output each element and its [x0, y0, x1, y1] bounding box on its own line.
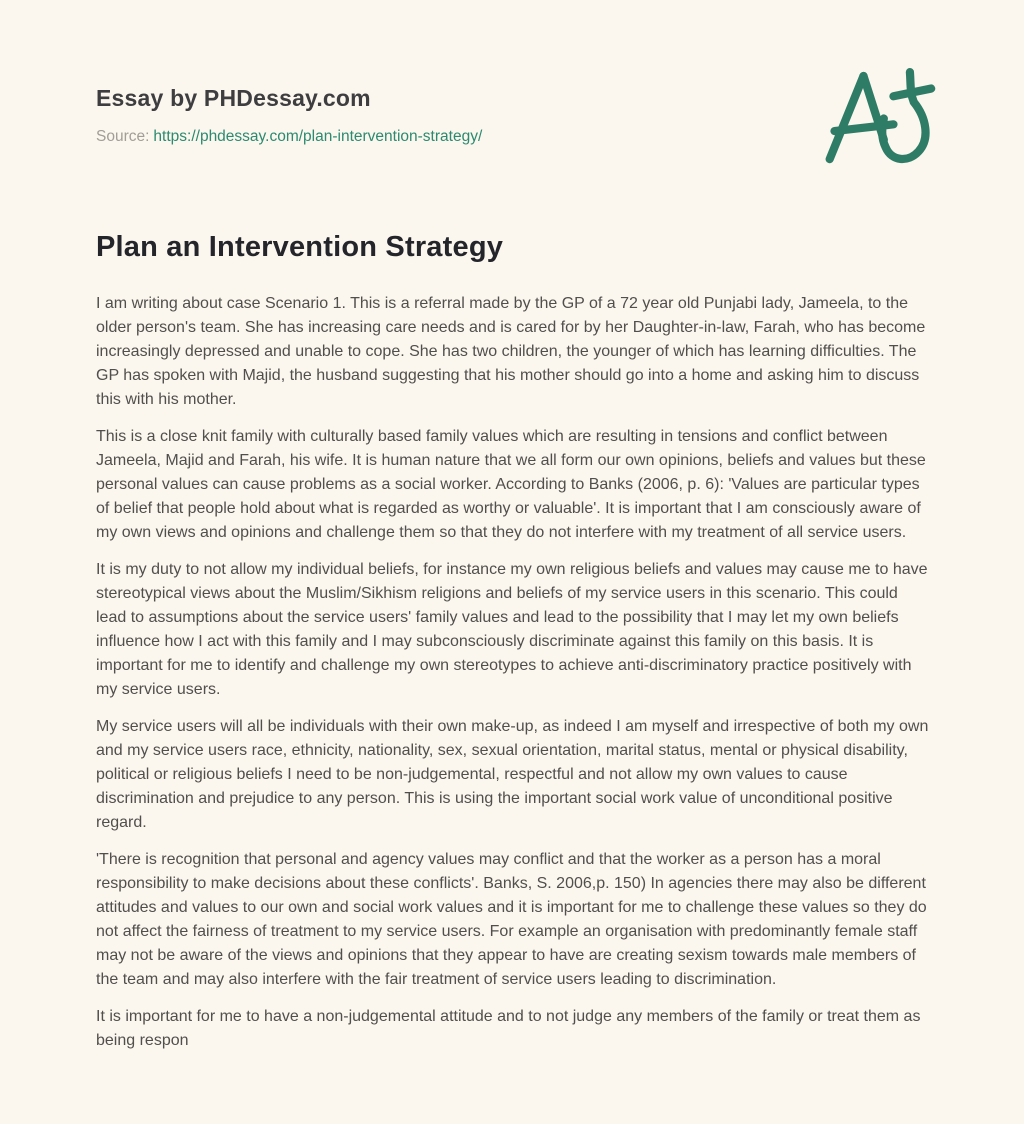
source-line — [96, 128, 930, 147]
site-title: Essay by PHDessay.com — [96, 85, 371, 111]
source-label: Source: — [96, 127, 150, 145]
essay-body — [96, 292, 930, 1053]
essay-content — [96, 231, 930, 1052]
phdessay-logo — [820, 63, 936, 175]
essay-paragraph-5: 'There is recognition that personal and agency values may conflict and that the worker as a person has a moral responsibility to make decisions about these conflicts'. Banks, S. 2006,p. 150) In agencies there may also be different attitudes and values to our own and social work values and it is important for me to challenge these values so they do not affect the fairness of treatment to my service users. For example an organisation with predominantly female staff may not be aware of the views and opinions that they appear to have are creating sexism towards male members of the team and may also interfere with the fair treatment of service users leading to discrimination. — [96, 850, 927, 988]
essay-paragraph-3: It is my duty to not allow my individual beliefs, for instance my own religious beliefs and values may cause me to have stereotypical views about the Muslim/Sikhism religions and beliefs of my service users in this scenario. This could lead to assumptions about the service users' family values and lead to the possibility that I may let my own beliefs influence how I act with this family and I may subconsciously discriminate against this family on this basis. It is important for me to identify and challenge my own stereotypes to achieve anti-discriminatory practice positively with my service users. — [96, 560, 928, 698]
essay-paragraph-2: This is a close knit family with culturally based family values which are resulting in tensions and conflict between Jameela, Majid and Farah, his wife. It is human nature that we all form our own opinions, beliefs and values but these personal values can cause problems as a social worker. According to Banks (2006, p. 6): 'Values are particular types of belief that people hold about what is regarded as worthy or valuable'. It is important that I am consciously aware of my own views and opinions and challenge them so that they do not interfere with my treatment of all service users. — [96, 427, 926, 541]
essay-paragraph-4: My service users will all be individuals with their own make-up, as indeed I am myself and irrespective of both my own and my service users race, ethnicity, nationality, sex, sexual orientation, marital status, mental or physical disability, political or religious beliefs I need to be non-judgemental, respectful and not allow my own values to cause discrimination and prejudice to any person. This is using the important social work value of unconditional positive regard. — [96, 717, 929, 831]
source-link[interactable]: https://phdessay.com/plan-intervention-strategy/ — [153, 127, 483, 145]
essay-title: Plan an Intervention Strategy — [96, 231, 504, 264]
essay-paragraph-6: It is important for me to have a non-judgemental attitude and to not judge any members of the family or treat them as being respon — [96, 1007, 921, 1049]
a-plus-logo-icon — [820, 63, 936, 175]
essay-paragraph-1: I am writing about case Scenario 1. This is a referral made by the GP of a 72 year old Punjabi lady, Jameela, to the older person's team. She has increasing care needs and is cared for by her Daughter-in-law, Farah, who has become increasingly depressed and unable to cope. She has two children, the younger of which has learning difficulties. The GP has spoken with Majid, the husband suggesting that his mother should go into a home and asking him to discuss this with his mother. — [96, 294, 926, 408]
page-header — [96, 85, 930, 146]
